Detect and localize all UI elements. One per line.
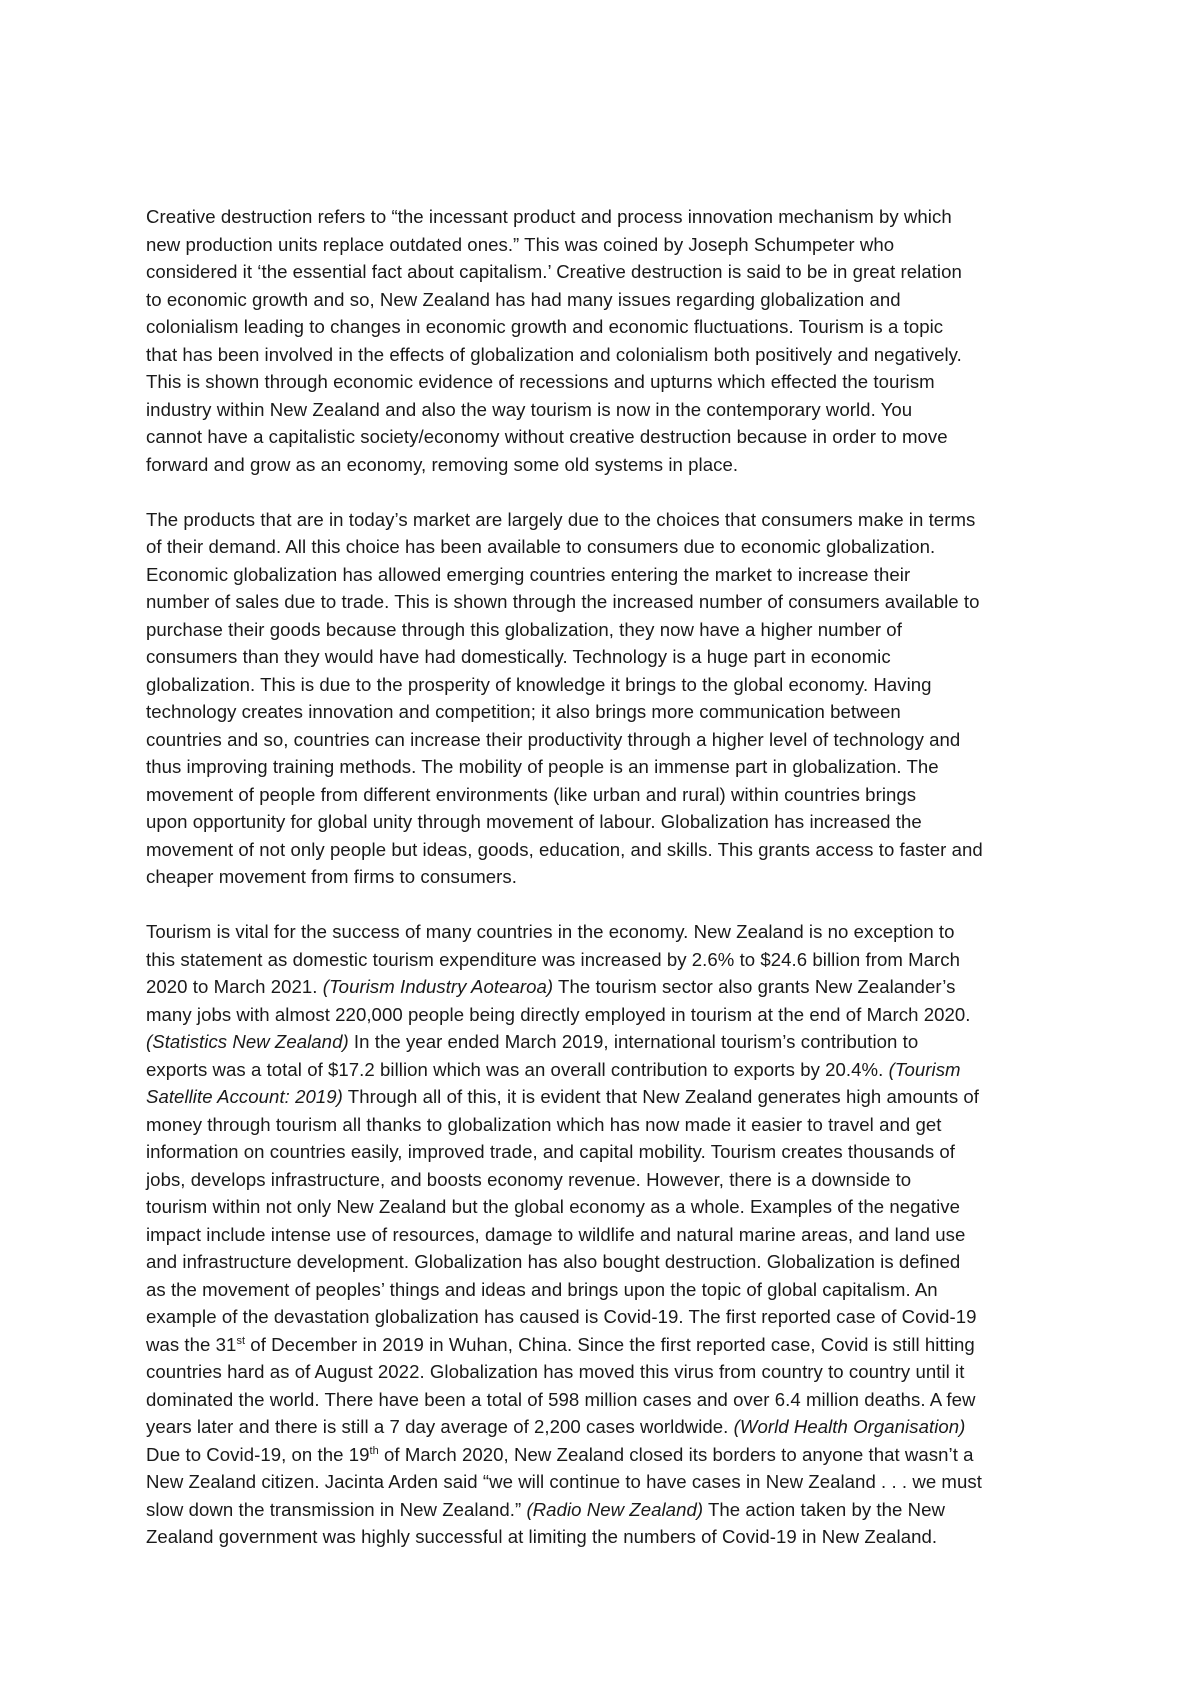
text-segment: industry within New Zealand and also the way tourism is now in the contemporary world. You xyxy=(146,398,913,420)
text-line xyxy=(146,1413,1066,1441)
text-line xyxy=(146,1276,1066,1304)
text-segment: jobs, develops infrastructure, and boosts economy revenue. However, there is a downside to xyxy=(146,1168,912,1190)
text-line xyxy=(146,1331,1066,1359)
text-line xyxy=(146,1523,1066,1551)
paragraph xyxy=(146,506,1066,891)
text-segment: considered it ‘the essential fact about capitalism.’ Creative destruction is said to be in great relation xyxy=(146,261,962,282)
text-segment: globalization. This is due to the prosperity of knowledge it brings to the global economy. Having xyxy=(146,673,932,695)
text-segment: Creative destruction refers to “the incessant product and process innovation mechanism by which xyxy=(146,206,952,227)
text-line xyxy=(146,808,1066,836)
text-segment: colonialism leading to changes in economic growth and economic fluctuations. Tourism is a topic xyxy=(146,316,944,337)
text-line xyxy=(146,1083,1066,1111)
citation: Satellite Account: 2019) xyxy=(146,1086,343,1107)
text-line xyxy=(146,1111,1066,1139)
text-segment: In the year ended March 2019, international tourism’s contribution to xyxy=(348,1031,919,1052)
citation: (World Health Organisation) xyxy=(733,1416,966,1437)
text-line xyxy=(146,313,1066,341)
text-segment: years later and there is still a 7 day average of 2,200 cases worldwide. xyxy=(146,1416,734,1437)
text-segment: Tourism is vital for the success of many countries in the economy. New Zealand is no exception to xyxy=(146,921,955,942)
text-segment: of December in 2019 in Wuhan, China. Since the first reported case, Covid is still hitting xyxy=(245,1333,975,1355)
text-segment: as the movement of peoples’ things and ideas and brings upon the topic of global capitalism. An xyxy=(146,1278,938,1300)
text-segment: movement of not only people but ideas, goods, education, and skills. This grants access to faster and xyxy=(146,838,983,860)
text-line xyxy=(146,1193,1066,1221)
text-segment: dominated the world. There have been a total of 598 million cases and over 6.4 million deaths. A few xyxy=(146,1388,976,1410)
text-line xyxy=(146,836,1066,864)
text-line xyxy=(146,1028,1066,1056)
text-segment: countries hard as of August 2022. Globalization has moved this virus from country to country until it xyxy=(146,1361,965,1382)
text-line xyxy=(146,258,1066,286)
text-line xyxy=(146,1441,1066,1469)
citation: (Tourism Industry Aotearoa) xyxy=(322,976,554,997)
text-segment: this statement as domestic tourism expenditure was increased by 2.6% to $24.6 billion from March xyxy=(146,948,961,970)
text-segment: technology creates innovation and competition; it also brings more communication between xyxy=(146,701,901,722)
text-segment: Through all of this, it is evident that New Zealand generates high amounts of xyxy=(342,1086,980,1107)
text-segment: of their demand. All this choice has been available to consumers due to economic globalization. xyxy=(146,536,936,557)
text-line xyxy=(146,1248,1066,1276)
text-segment: example of the devastation globalization has caused is Covid-19. The first reported case of Covid-19 xyxy=(146,1306,977,1327)
text-segment: The tourism sector also grants New Zealander’s xyxy=(553,976,956,997)
text-segment: purchase their goods because through this globalization, they now have a higher number of xyxy=(146,618,902,640)
text-segment: forward and grow as an economy, removing some old systems in place. xyxy=(146,453,739,475)
text-line xyxy=(146,973,1066,1001)
text-segment: that has been involved in the effects of globalization and colonialism both positively and negatively. xyxy=(146,343,962,365)
citation: (Statistics New Zealand) xyxy=(146,1031,349,1052)
citation: (Radio New Zealand) xyxy=(526,1498,704,1520)
ordinal-suffix: st xyxy=(236,1334,246,1347)
text-segment: number of sales due to trade. This is shown through the increased number of consumers available to xyxy=(146,591,980,612)
text-line xyxy=(146,726,1066,754)
text-line xyxy=(146,863,1066,891)
text-segment: countries and so, countries can increase their productivity through a higher level of technology and xyxy=(146,728,961,750)
text-segment: exports was a total of $17.2 billion which was an overall contribution to exports by 20.4%. xyxy=(146,1058,889,1080)
text-line xyxy=(146,341,1066,369)
document-body xyxy=(146,203,1066,1551)
text-segment: of March 2020, New Zealand closed its borders to anyone that wasn’t a xyxy=(378,1443,974,1465)
text-line xyxy=(146,1386,1066,1414)
text-segment: cheaper movement from firms to consumers. xyxy=(146,866,517,887)
text-segment: The action taken by the New xyxy=(703,1498,945,1520)
text-line xyxy=(146,1303,1066,1331)
text-line xyxy=(146,918,1066,946)
text-segment: impact include intense use of resources, damage to wildlife and natural marine areas, and land use xyxy=(146,1223,966,1245)
text-line xyxy=(146,643,1066,671)
text-line xyxy=(146,423,1066,451)
text-segment: cannot have a capitalistic society/economy without creative destruction because in order to move xyxy=(146,426,948,447)
text-segment: slow down the transmission in New Zealand.” xyxy=(146,1498,527,1520)
text-line xyxy=(146,231,1066,259)
text-segment: Zealand government was highly successful at limiting the numbers of Covid-19 in New Zealand. xyxy=(146,1526,938,1547)
text-line xyxy=(146,396,1066,424)
text-line xyxy=(146,506,1066,534)
text-line xyxy=(146,1166,1066,1194)
text-line xyxy=(146,1001,1066,1029)
text-segment: Due to Covid-19, on the 19 xyxy=(146,1443,370,1465)
text-segment: consumers than they would have had domestically. Technology is a huge part in economic xyxy=(146,646,891,667)
text-segment: Economic globalization has allowed emerging countries entering the market to increase their xyxy=(146,563,911,585)
text-segment: money through tourism all thanks to globalization which has now made it easier to travel and get xyxy=(146,1113,942,1135)
text-line xyxy=(146,1358,1066,1386)
text-line xyxy=(146,451,1066,479)
text-segment: New Zealand citizen. Jacinta Arden said “we will continue to have cases in New Zealand . . . we must xyxy=(146,1471,982,1492)
paragraph xyxy=(146,918,1066,1551)
text-segment: many jobs with almost 220,000 people being directly employed in tourism at the end of March 2020. xyxy=(146,1003,971,1025)
text-segment: upon opportunity for global unity through movement of labour. Globalization has increased the xyxy=(146,811,922,832)
text-segment: thus improving training methods. The mobility of people is an immense part in globalization. The xyxy=(146,756,939,777)
text-segment: 2020 to March 2021. xyxy=(146,976,323,997)
text-line xyxy=(146,946,1066,974)
text-line xyxy=(146,588,1066,616)
text-line xyxy=(146,286,1066,314)
text-line xyxy=(146,1221,1066,1249)
text-line xyxy=(146,781,1066,809)
text-segment: This is shown through economic evidence of recessions and upturns which effected the tourism xyxy=(146,371,935,392)
text-segment: movement of people from different environments (like urban and rural) within countries brings xyxy=(146,783,917,805)
text-line xyxy=(146,698,1066,726)
text-segment: The products that are in today’s market are largely due to the choices that consumers make in terms xyxy=(146,508,976,530)
text-segment: and infrastructure development. Globalization has also bought destruction. Globalization is defined xyxy=(146,1251,961,1272)
text-segment: tourism within not only New Zealand but the global economy as a whole. Examples of the negative xyxy=(146,1196,961,1217)
citation: (Tourism xyxy=(888,1058,961,1080)
text-line xyxy=(146,1056,1066,1084)
text-line xyxy=(146,1496,1066,1524)
text-segment: to economic growth and so, New Zealand has had many issues regarding globalization and xyxy=(146,288,901,310)
text-line xyxy=(146,533,1066,561)
text-line xyxy=(146,368,1066,396)
text-segment: information on countries easily, improved trade, and capital mobility. Tourism creates thousands of xyxy=(146,1141,956,1162)
paragraph xyxy=(146,203,1066,478)
text-line xyxy=(146,671,1066,699)
ordinal-suffix: th xyxy=(369,1444,379,1457)
text-segment: was the 31 xyxy=(146,1333,237,1355)
text-line xyxy=(146,1468,1066,1496)
text-line xyxy=(146,561,1066,589)
text-segment: new production units replace outdated ones.” This was coined by Joseph Schumpeter who xyxy=(146,233,895,255)
text-line xyxy=(146,203,1066,231)
text-line xyxy=(146,616,1066,644)
text-line xyxy=(146,753,1066,781)
text-line xyxy=(146,1138,1066,1166)
